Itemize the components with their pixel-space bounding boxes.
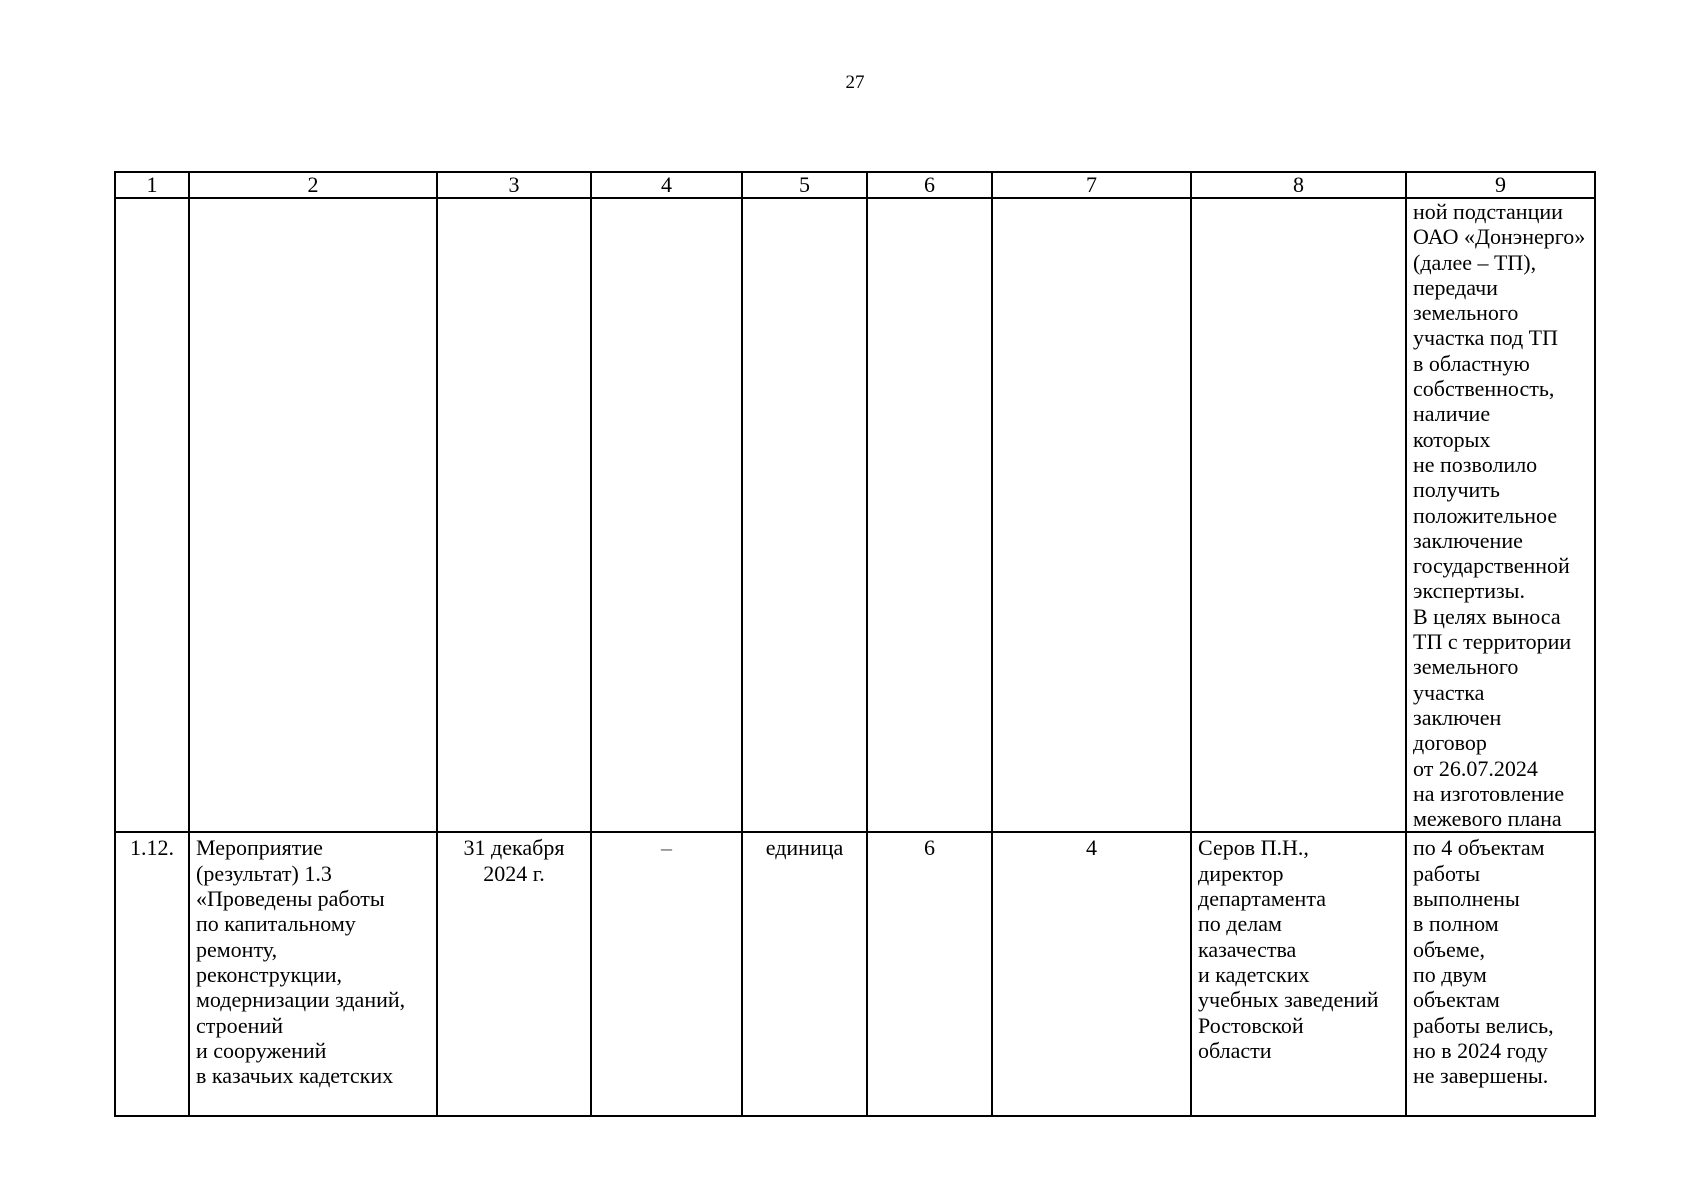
row-name: Мероприятие (результат) 1.3 «Проведены работы по капитальному ремонту, реконструкции, модернизации зданий, строений и сооружений в казачьих кадетских: [189, 832, 437, 1116]
row-deadline: 31 декабря 2024 г.: [437, 832, 591, 1116]
table-row-continuation: [115, 198, 1595, 832]
header-col-8: 8: [1191, 172, 1406, 198]
cont-cell-6: [867, 198, 992, 832]
cont-cell-5: [742, 198, 867, 832]
header-col-1: 1: [115, 172, 189, 198]
header-col-3: 3: [437, 172, 591, 198]
header-col-6: 6: [867, 172, 992, 198]
cont-cell-7: [992, 198, 1191, 832]
row-col4: –: [591, 832, 742, 1116]
report-table: [114, 171, 1596, 1117]
header-col-2: 2: [189, 172, 437, 198]
row-responsible: Серов П.Н., директор департамента по делам казачества и кадетских учебных заведений Ростовской области: [1191, 832, 1406, 1116]
row-number: 1.12.: [115, 832, 189, 1116]
row-fact-value: 4: [992, 832, 1191, 1116]
cont-cell-9-comment: ной подстанции ОАО «Донэнерго» (далее – ТП), передачи земельного участка под ТП в областную собственность, наличие которых не позволило получить положительное заключение государственной экспертизы. В целях выноса ТП с территории земельного участка заключен договор от 26.07.2024 на изготовление межевого плана: [1406, 198, 1595, 832]
cont-cell-2: [189, 198, 437, 832]
cont-cell-4: [591, 198, 742, 832]
row-plan-value: 6: [867, 832, 992, 1116]
header-col-5: 5: [742, 172, 867, 198]
page-number: 27: [845, 72, 865, 93]
table-header-row: [115, 172, 1595, 198]
row-unit: единица: [742, 832, 867, 1116]
cont-cell-1: [115, 198, 189, 832]
header-col-9: 9: [1406, 172, 1595, 198]
row-comment: по 4 объектам работы выполнены в полном объеме, по двум объектам работы велись, но в 2024 году не завершены.: [1406, 832, 1595, 1116]
table-row-1-12: [115, 832, 1595, 1116]
header-col-4: 4: [591, 172, 742, 198]
cont-cell-8: [1191, 198, 1406, 832]
header-col-7: 7: [992, 172, 1191, 198]
cont-cell-3: [437, 198, 591, 832]
